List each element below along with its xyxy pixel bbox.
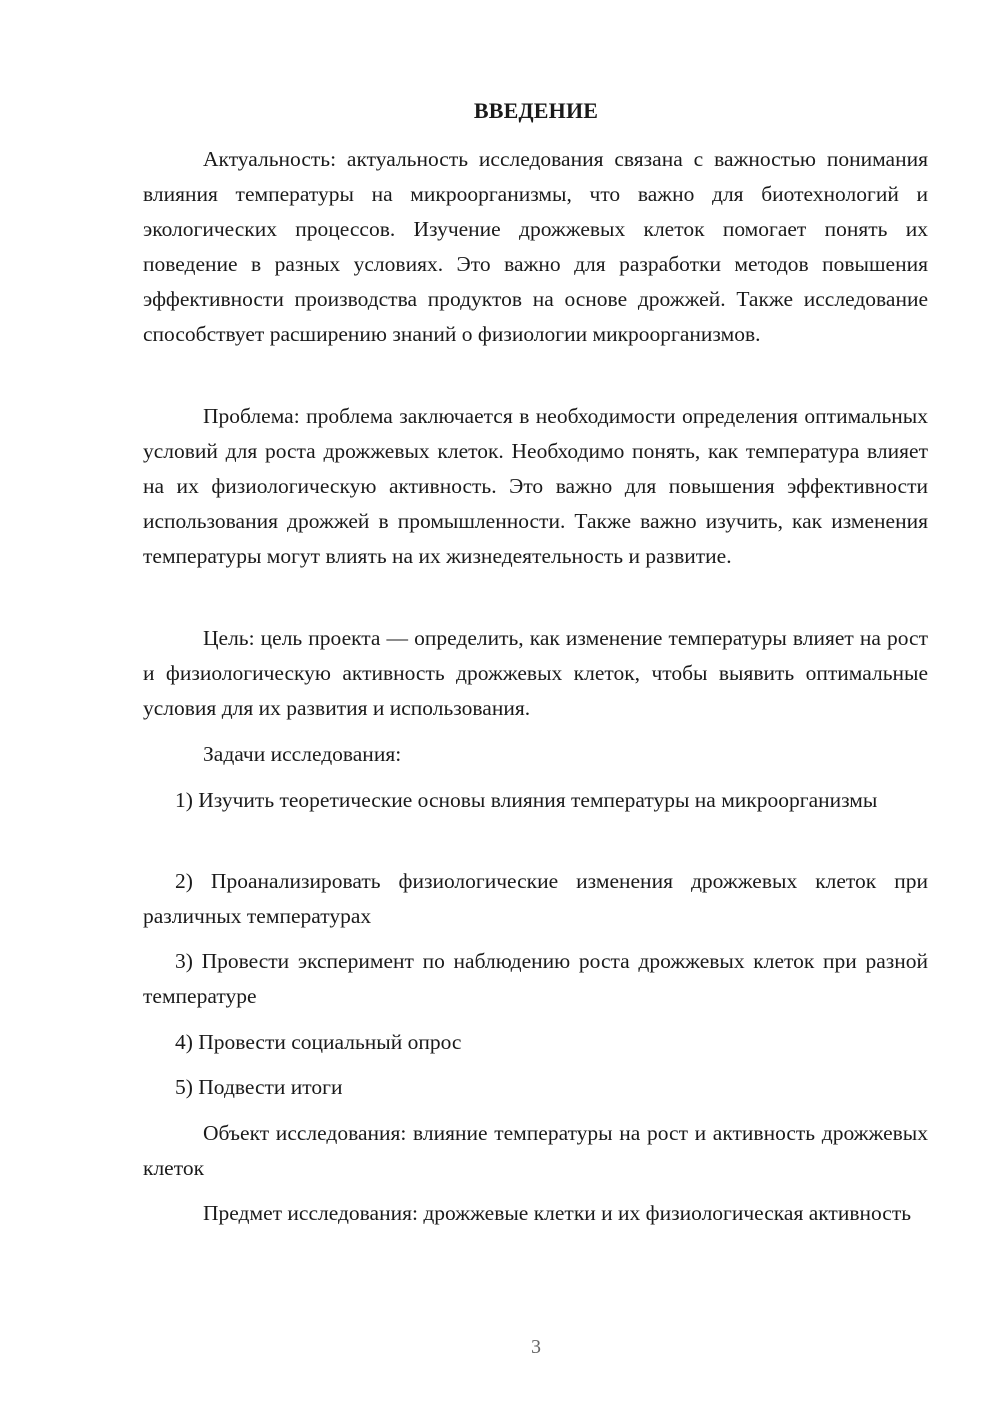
task-item-1: 1) Изучить теоретические основы влияния температуры на микроорганизмы	[175, 788, 878, 812]
page-number: 3	[531, 1336, 541, 1358]
subject-paragraph: Предмет исследования: дрожжевые клетки и их физиологическая активность	[203, 1201, 912, 1225]
page-title: ВВЕДЕНИЕ	[473, 98, 599, 123]
task-item-2: 2) Проанализировать физиологические изменения дрожжевых клеток при различных температурах	[143, 869, 928, 928]
task-item-5: 5) Подвести итоги	[175, 1075, 343, 1099]
task-item-3: 3) Провести эксперимент по наблюдению роста дрожжевых клеток при разной температуре	[143, 949, 928, 1008]
task-item-4: 4) Провести социальный опрос	[175, 1030, 462, 1054]
goal-paragraph: Цель: цель проекта — определить, как изменение температуры влияет на рост и физиологическую активность дрожжевых клеток, чтобы выявить оптимальные условия для их развития и использования.	[143, 626, 928, 720]
tasks-heading: Задачи исследования:	[203, 742, 402, 766]
relevance-paragraph: Актуальность: актуальность исследования связана с важностью понимания влияния температуры на микроорганизмы, что важно для биотехнологий и экологических процессов. Изучение дрожжевых клеток помогает понять их поведение в разных условиях. Это важно для разработки методов повышения эффективности производства продуктов на основе дрожжей. Также исследование способствует расширению знаний о физиологии микроорганизмов.	[143, 147, 928, 346]
object-paragraph: Объект исследования: влияние температуры на рост и активность дрожжевых клеток	[143, 1121, 928, 1180]
problem-paragraph: Проблема: проблема заключается в необходимости определения оптимальных условий для роста дрожжевых клеток. Необходимо понять, как температура влияет на их физиологическую активность. Это важно для повышения эффективности использования дрожжей в промышленности. Также важно изучить, как изменения температуры могут влиять на их жизнедеятельность и развитие.	[143, 404, 928, 568]
